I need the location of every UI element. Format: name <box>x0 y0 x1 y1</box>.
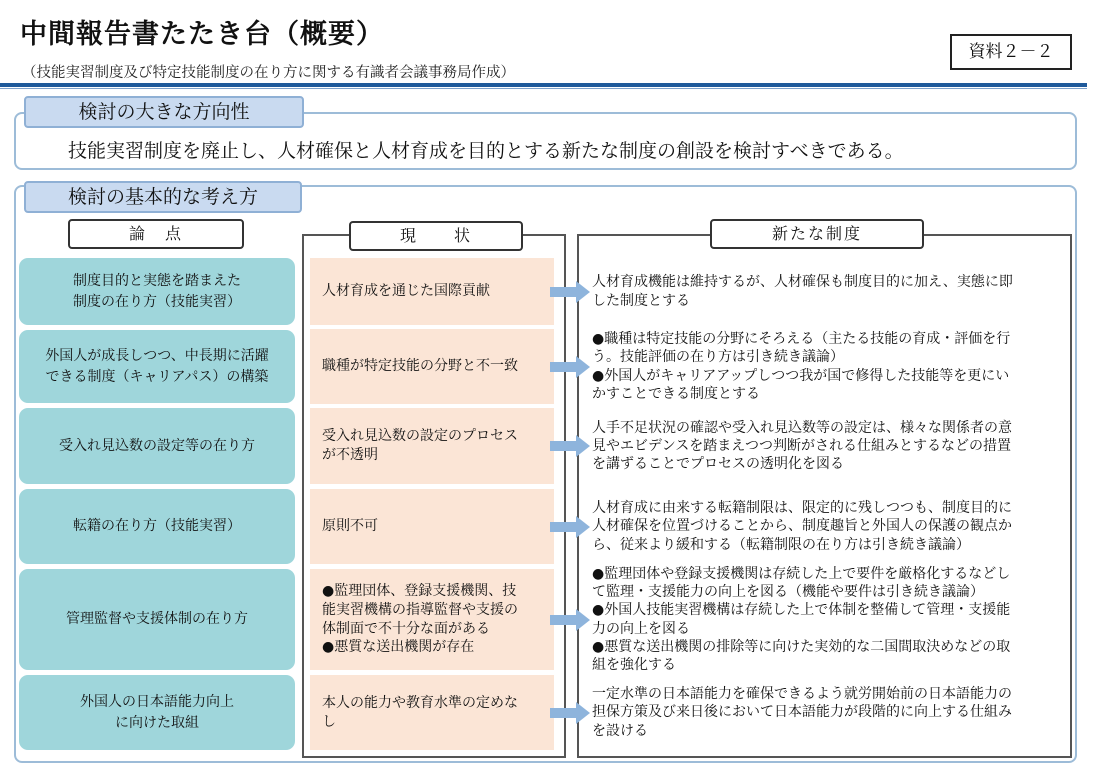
issue-text <box>66 609 248 629</box>
new-system-line: かすことできる制度とする <box>592 385 760 402</box>
current-line: 人材育成を通じた国際貢献 <box>322 283 490 300</box>
current-line: が不透明 <box>322 447 378 463</box>
current-line: 本人の能力や教育水準の定めな <box>322 694 518 711</box>
direction-statement: 技能実習制度を廃止し、人材確保と人材育成を目的とする新たな制度の創設を検討すべきである。 <box>68 140 904 162</box>
current-line: 体制面で不十分な面がある <box>322 620 490 637</box>
new-system-line: を講ずることでプロセスの透明化を図る <box>592 456 844 473</box>
current-line: ●悪質な送出機関が存在 <box>322 639 475 656</box>
new-system-text <box>592 419 1012 474</box>
current-status-text <box>322 517 378 536</box>
page-title: 中間報告書たたき台（概要） <box>20 19 384 50</box>
column-header-current: 現 状 <box>349 221 523 251</box>
current-status-box <box>310 408 554 484</box>
issue-box <box>19 569 295 670</box>
current-status-text <box>322 694 518 732</box>
new-system-box <box>586 408 1064 484</box>
current-status-box <box>310 329 554 404</box>
issue-box <box>19 258 295 325</box>
current-status-text <box>322 282 490 301</box>
new-system-line: う。技能評価の在り方は引き続き議論） <box>592 349 844 366</box>
title-divider-thin <box>0 88 1087 89</box>
issue-line: 制度目的と実態を踏まえた <box>73 273 241 290</box>
issue-box <box>19 330 295 403</box>
current-status-text <box>322 582 518 658</box>
current-line: ●監理団体、登録支援機関、技 <box>322 582 517 599</box>
new-system-line: 人材確保を位置づけることから、制度趣旨と外国人の保護の観点か <box>592 518 1012 535</box>
new-system-text <box>592 685 1012 740</box>
right-arrow-icon <box>550 356 590 378</box>
new-system-line: ●職種は特定技能の分野にそろえる（主たる技能の育成・評価を行 <box>592 331 1011 348</box>
column-header-new-system: 新たな制度 <box>710 219 924 249</box>
direction-label: 検討の大きな方向性 <box>24 96 304 128</box>
new-system-line: 一定水準の日本語能力を確保できるよう就労開始前の日本語能力の <box>592 686 1012 703</box>
new-system-line: ●外国人がキャリアアップしつつ我が国で修得した技能等を更にい <box>592 367 1010 384</box>
new-system-text <box>592 565 1010 674</box>
issue-text <box>45 346 268 387</box>
new-system-box <box>586 329 1064 404</box>
new-system-line: 人手不足状況の確認や受入れ見込数等の設定は、様々な関係者の意 <box>592 419 1012 436</box>
new-system-line: ら、従来より緩和する（転籍制限の在り方は引き続き議論） <box>592 536 970 553</box>
issue-line: 転籍の在り方（技能実習） <box>73 518 241 535</box>
current-line: 能実習機構の指導監督や支援の <box>322 601 518 618</box>
new-system-line: した制度とする <box>592 292 690 309</box>
current-status-text <box>322 357 518 376</box>
new-system-line: て監理・支援能力の向上を図る（機能や要件は引き続き議論） <box>592 584 984 601</box>
new-system-line: ●監理団体や登録支援機関は存続した上で要件を厳格化するなどし <box>592 565 1011 582</box>
right-arrow-icon <box>550 281 590 303</box>
document-number-badge: 資料２－２ <box>950 34 1072 70</box>
current-line: 原則不可 <box>322 518 378 535</box>
issue-line: 制度の在り方（技能実習） <box>73 293 241 310</box>
issue-line: 受入れ見込数の設定等の在り方 <box>59 437 255 454</box>
current-status-box <box>310 675 554 750</box>
new-system-text <box>592 330 1010 403</box>
new-system-line: ●外国人技能実習機構は存続した上で体制を整備して管理・支援能 <box>592 602 1011 619</box>
current-status-box <box>310 569 554 670</box>
issue-box <box>19 489 295 564</box>
new-system-line: 組を強化する <box>592 656 676 673</box>
issue-line: 管理監督や支援体制の在り方 <box>66 611 248 628</box>
new-system-line: ●悪質な送出機関の排除等に向けた実効的な二国間取決めなどの取 <box>592 638 1011 655</box>
current-line: し <box>322 713 336 730</box>
issue-box <box>19 675 295 750</box>
issue-text <box>73 271 241 312</box>
new-system-line: を設ける <box>592 722 648 739</box>
new-system-text <box>592 273 1013 309</box>
issue-text <box>59 436 255 456</box>
current-line: 受入れ見込数の設定のプロセス <box>322 428 518 445</box>
new-system-line: 人材育成機能は維持するが、人材確保も制度目的に加え、実態に即 <box>592 274 1013 291</box>
issue-text <box>80 692 234 733</box>
column-header-issues: 論 点 <box>68 219 244 249</box>
new-system-text <box>592 499 1012 554</box>
issue-line: 外国人の日本語能力向上 <box>80 694 234 711</box>
right-arrow-icon <box>550 609 590 631</box>
new-system-line: 見やエビデンスを踏まえつつ判断がされる仕組みとするなどの措置 <box>592 437 1012 454</box>
current-line: 職種が特定技能の分野と不一致 <box>322 358 518 375</box>
current-status-box <box>310 258 554 325</box>
current-status-text <box>322 427 518 465</box>
issue-box <box>19 408 295 484</box>
right-arrow-icon <box>550 435 590 457</box>
new-system-box <box>586 675 1064 750</box>
page-subtitle: （技能実習制度及び特定技能制度の在り方に関する有識者会議事務局作成） <box>22 65 515 81</box>
issue-line: できる制度（キャリアパス）の構築 <box>45 368 269 385</box>
new-system-box <box>586 565 1064 673</box>
title-divider <box>0 83 1087 87</box>
current-status-box <box>310 489 554 564</box>
issue-line: に向けた取組 <box>115 714 199 731</box>
issue-line: 外国人が成長しつつ、中長期に活躍 <box>45 348 269 365</box>
issue-text <box>73 516 241 536</box>
right-arrow-icon <box>550 516 590 538</box>
new-system-line: 人材育成に由来する転籍制限は、限定的に残しつつも、制度目的に <box>592 500 1012 517</box>
new-system-box <box>586 258 1064 325</box>
basic-approach-label: 検討の基本的な考え方 <box>24 181 302 213</box>
new-system-box <box>586 489 1064 564</box>
right-arrow-icon <box>550 702 590 724</box>
new-system-line: 力の向上を図る <box>592 620 690 637</box>
new-system-line: 担保方策及び来日後において日本語能力が段階的に向上する仕組み <box>592 704 1012 721</box>
